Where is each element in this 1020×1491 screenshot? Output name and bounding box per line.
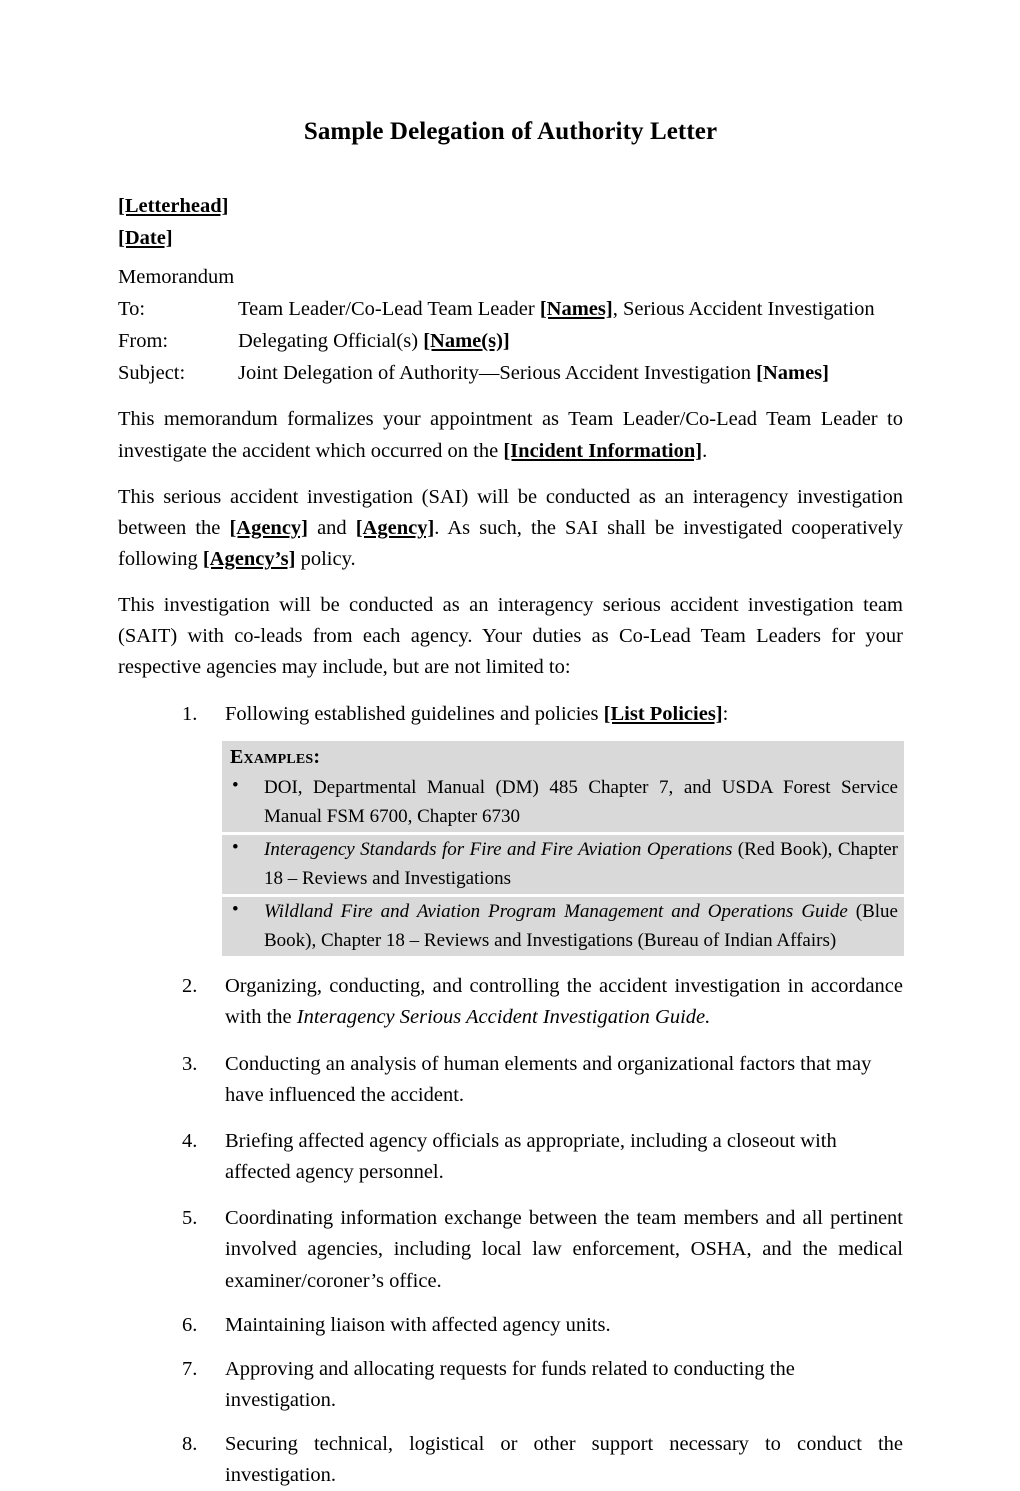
date-token: [Date] (118, 226, 173, 249)
p2-agency-token-3: [Agency’s] (202, 547, 296, 570)
duties-item-6 (118, 1310, 903, 1341)
duties-item-1-text (225, 699, 903, 730)
duties-item-4-number: 4. (182, 1129, 198, 1152)
duties-item-1-token: [List Policies] (603, 702, 723, 725)
memo-subject-text-pre: Joint Delegation of Authority—Serious Accident Investigation (238, 361, 757, 384)
memo-label-subject: Subject: (118, 361, 186, 384)
memo-row-from (118, 326, 903, 358)
duties-item-3-number: 3. (182, 1052, 198, 1075)
p1-text-post: . (702, 439, 708, 462)
p2-agency-token-1: [Agency] (229, 516, 309, 539)
memo-value-subject (238, 358, 903, 390)
duties-list (118, 699, 903, 1491)
duties-item-8-text: Securing technical, logistical or other support necessary to conduct the investigation. (225, 1433, 903, 1487)
paragraph-appointment (118, 404, 903, 466)
duties-item-2-text (225, 971, 903, 1033)
p1-text-pre: This memorandum formalizes your appointment as Team Leader/Co-Lead Team Leader to investigate the accident which occurred on the (118, 408, 903, 462)
duties-item-6-text: Maintaining liaison with affected agency units. (225, 1313, 611, 1336)
duties-item-1-text-post: : (722, 702, 729, 725)
duties-item-4-text: Briefing affected agency officials as appropriate, including a closeout with affected agency personnel. (225, 1129, 837, 1184)
memo-value-to (238, 294, 903, 326)
examples-bullet-2-post: (Red Book), Chapter 18 – Reviews and Investigations (264, 839, 899, 889)
p2-text-b: and (308, 516, 356, 539)
examples-heading: Examples: (230, 745, 321, 768)
p1-incident-token: [Incident Information] (503, 439, 703, 462)
duties-item-7 (118, 1354, 903, 1416)
examples-bullet-3-italic: Wildland Fire and Aviation Program Management and Operations Guide (264, 901, 848, 923)
examples-bullet-2-italic: Interagency Standards for Fire and Fire Aviation Operations (264, 839, 733, 861)
examples-bullet-1 (222, 773, 904, 832)
duties-item-2-number: 2. (182, 975, 198, 998)
memo-from-text-pre: Delegating Official(s) (238, 329, 424, 352)
date-placeholder (118, 223, 903, 255)
examples-bullet-3 (222, 897, 904, 956)
p2-agency-token-2: [Agency] (355, 516, 435, 539)
memo-from-token: [Name(s)] (423, 329, 510, 352)
page-title: Sample Delegation of Authority Letter (303, 118, 718, 145)
memo-to-token: [Names] (539, 298, 613, 321)
duties-item-8 (118, 1429, 903, 1491)
duties-item-5-number: 5. (182, 1207, 198, 1230)
examples-bullet-2 (222, 835, 904, 894)
duties-item-1-text-pre: Following established guidelines and policies (225, 702, 604, 725)
duties-item-5-text: Coordinating information exchange between the team members and all pertinent involved agencies, including local law enforcement, OSHA, and the medical examiner/coroner’s office. (225, 1207, 903, 1292)
p2-text-a: This serious accident investigation (SAI) will be conducted as an interagency investigation between the (118, 485, 903, 539)
duties-item-5 (118, 1203, 903, 1296)
letterhead-placeholder (118, 191, 903, 223)
memo-label-from: From: (118, 329, 169, 352)
examples-heading-line (222, 741, 904, 774)
p2-text-d: policy. (295, 547, 356, 570)
duties-item-7-text: Approving and allocating requests for funds related to conducting the investigation. (225, 1357, 795, 1411)
p2-text-c: . As such, the SAI shall be investigated cooperatively following (118, 516, 903, 570)
memo-subject-token: [Names] (756, 361, 829, 384)
duties-item-7-number: 7. (182, 1357, 198, 1380)
examples-bullet-3-post: (Blue Book), Chapter 18 – Reviews and Investigations (Bureau of Indian Affairs) (264, 901, 898, 951)
document-content (118, 0, 903, 1491)
duties-item-1-number: 1. (182, 702, 198, 725)
paragraph-interagency (118, 482, 903, 575)
bullet-dot-icon: • (232, 775, 239, 797)
duties-item-2 (118, 971, 903, 1033)
examples-box (222, 741, 904, 957)
duties-item-2-text-pre: Organizing, conducting, and controlling the accident investigation in accordance with the (225, 975, 903, 1029)
memo-label-to: To: (118, 298, 146, 321)
paragraph-sait: This investigation will be conducted as an interagency serious accident investigation team (SAIT) with co-leads from each agency. Your duties as Co-Lead Team Leaders for your respective agencies may include, but are not limited to: (118, 594, 903, 679)
duties-item-4 (118, 1126, 903, 1188)
duties-item-3 (118, 1049, 903, 1111)
memo-to-text-post: , Serious Accident Investigation (612, 298, 875, 321)
memo-value-from (238, 326, 903, 358)
bullet-dot-icon: • (232, 837, 239, 859)
duties-item-3-text: Conducting an analysis of human elements and organizational factors that may have influenced the accident. (225, 1052, 872, 1106)
examples-bullet-1-pre: DOI, Departmental Manual (DM) 485 Chapter 7, and USDA Forest Service Manual FSM 6700, Chapter 6730 (264, 777, 898, 827)
memo-to-text-pre: Team Leader/Co-Lead Team Leader (238, 298, 540, 321)
memo-row-to (118, 294, 903, 326)
memo-row-subject (118, 358, 903, 390)
duties-item-6-number: 6. (182, 1313, 198, 1336)
memorandum-label: Memorandum (118, 266, 235, 289)
bullet-dot-icon: • (232, 899, 239, 921)
duties-item-2-italic: Interagency Serious Accident Investigation Guide. (296, 1006, 711, 1029)
duties-item-1 (118, 699, 903, 957)
duties-item-8-number: 8. (182, 1433, 198, 1456)
letterhead-token: [Letterhead] (118, 194, 229, 217)
